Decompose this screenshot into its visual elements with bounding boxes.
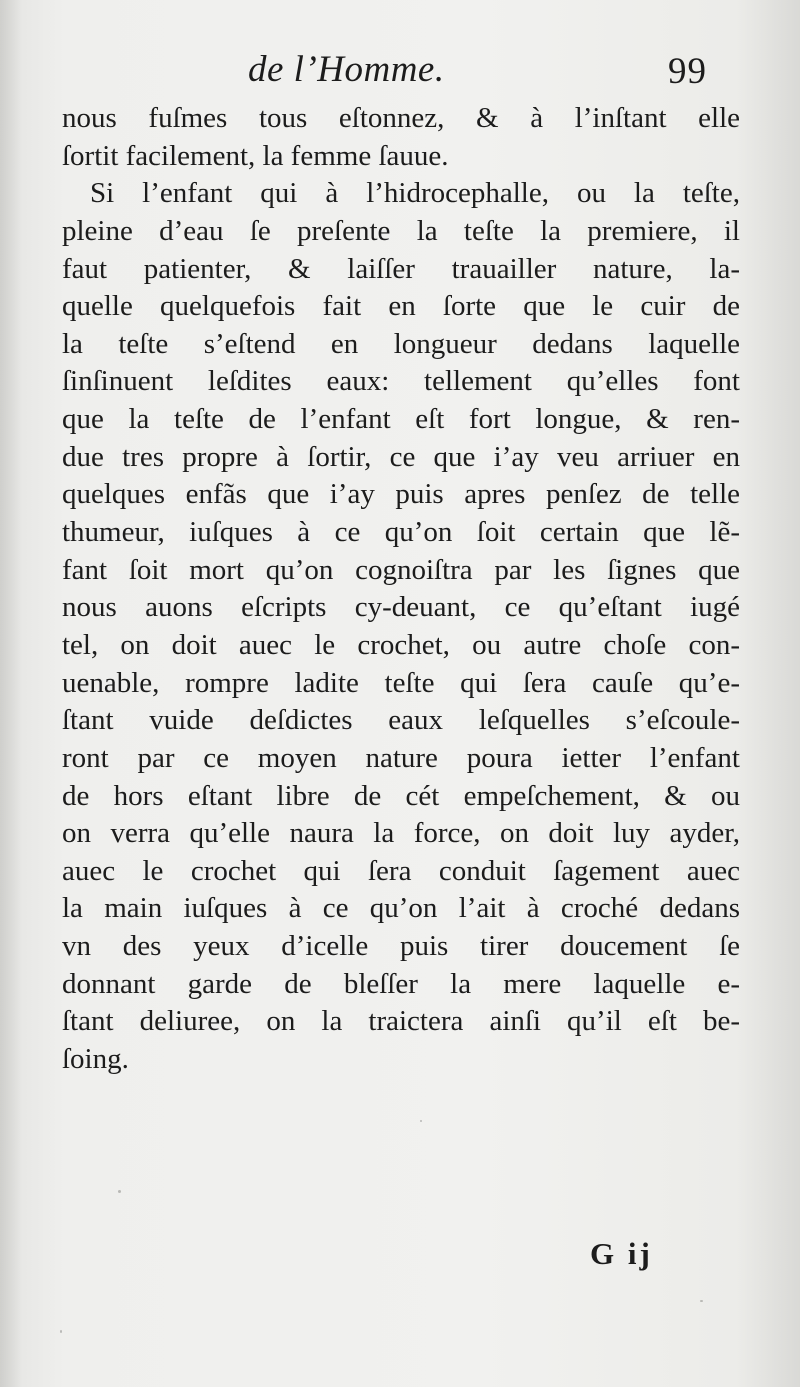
page-number: 99 — [668, 51, 707, 92]
text-line: thumeur, iuſques à ce qu’on ſoit certain que lẽ- — [62, 516, 740, 549]
text-line: Si l’enfant qui à l’hidrocephalle, ou la teſte, — [90, 177, 740, 210]
text-line: ſtant deliuree, on la traictera ainſi qu’il eſt be- — [62, 1005, 740, 1038]
text-line: nous fuſmes tous eſtonnez, & à l’inſtant elle — [62, 102, 740, 134]
text-line: que la teſte de l’enfant eſt fort longue, & ren- — [62, 403, 740, 436]
text-line: quelques enfãs que i’ay puis apres penſez de telle — [62, 478, 740, 511]
paper-speck — [118, 1190, 121, 1193]
text-line: fant ſoit mort qu’on cognoiſtra par les ſignes que — [62, 553, 740, 586]
text-line: ſortit facilement, la femme ſauue. — [62, 139, 449, 172]
running-title: de l’Homme. — [248, 49, 445, 90]
text-line: la teſte s’eſtend en longueur dedans laquelle — [62, 327, 740, 360]
text-line: uenable, rompre ladite teſte qui ſera cauſe qu’e- — [62, 666, 740, 699]
text-line: quelle quelquefois fait en ſorte que le cuir de — [62, 290, 740, 323]
text-line: de hors eſtant libre de cét empeſchement, & ou — [62, 779, 740, 812]
text-line: la main iuſques à ce qu’on l’ait à croché dedans — [62, 892, 740, 925]
text-line: ſoing. — [62, 1043, 129, 1076]
text-line: vn des yeux d’icelle puis tirer doucement ſe — [62, 930, 740, 963]
running-head — [0, 48, 800, 92]
text-line: due tres propre à ſortir, ce que i’ay veu arriuer en — [62, 440, 740, 473]
body-text — [62, 100, 740, 1079]
paper-speck — [60, 1330, 62, 1333]
text-line: donnant garde de bleſſer la mere laquelle e- — [62, 967, 740, 1000]
text-line: ront par ce moyen nature poura ietter l’enfant — [62, 741, 740, 774]
text-line: auec le crochet qui ſera conduit ſagement auec — [62, 854, 740, 887]
paper-speck — [420, 1120, 422, 1122]
signature-mark: G ij — [590, 1236, 653, 1271]
text-line: nous auons eſcripts cy-deuant, ce qu’eſtant iugé — [62, 591, 740, 624]
text-line: ſtant vuide deſdictes eaux leſquelles s’eſcoule- — [62, 704, 740, 737]
paper-speck — [700, 1300, 703, 1302]
page-gutter-shadow — [0, 0, 22, 1387]
text-line: on verra qu’elle naura la force, on doit luy ayder, — [62, 817, 740, 850]
text-line: faut patienter, & laiſſer trauailler nature, la- — [62, 252, 740, 285]
text-line: ſinſinuent leſdites eaux: tellement qu’elles font — [62, 365, 740, 398]
text-line: pleine d’eau ſe preſente la teſte la premiere, il — [62, 214, 740, 247]
text-line: tel, on doit auec le crochet, ou autre choſe con- — [62, 628, 740, 661]
